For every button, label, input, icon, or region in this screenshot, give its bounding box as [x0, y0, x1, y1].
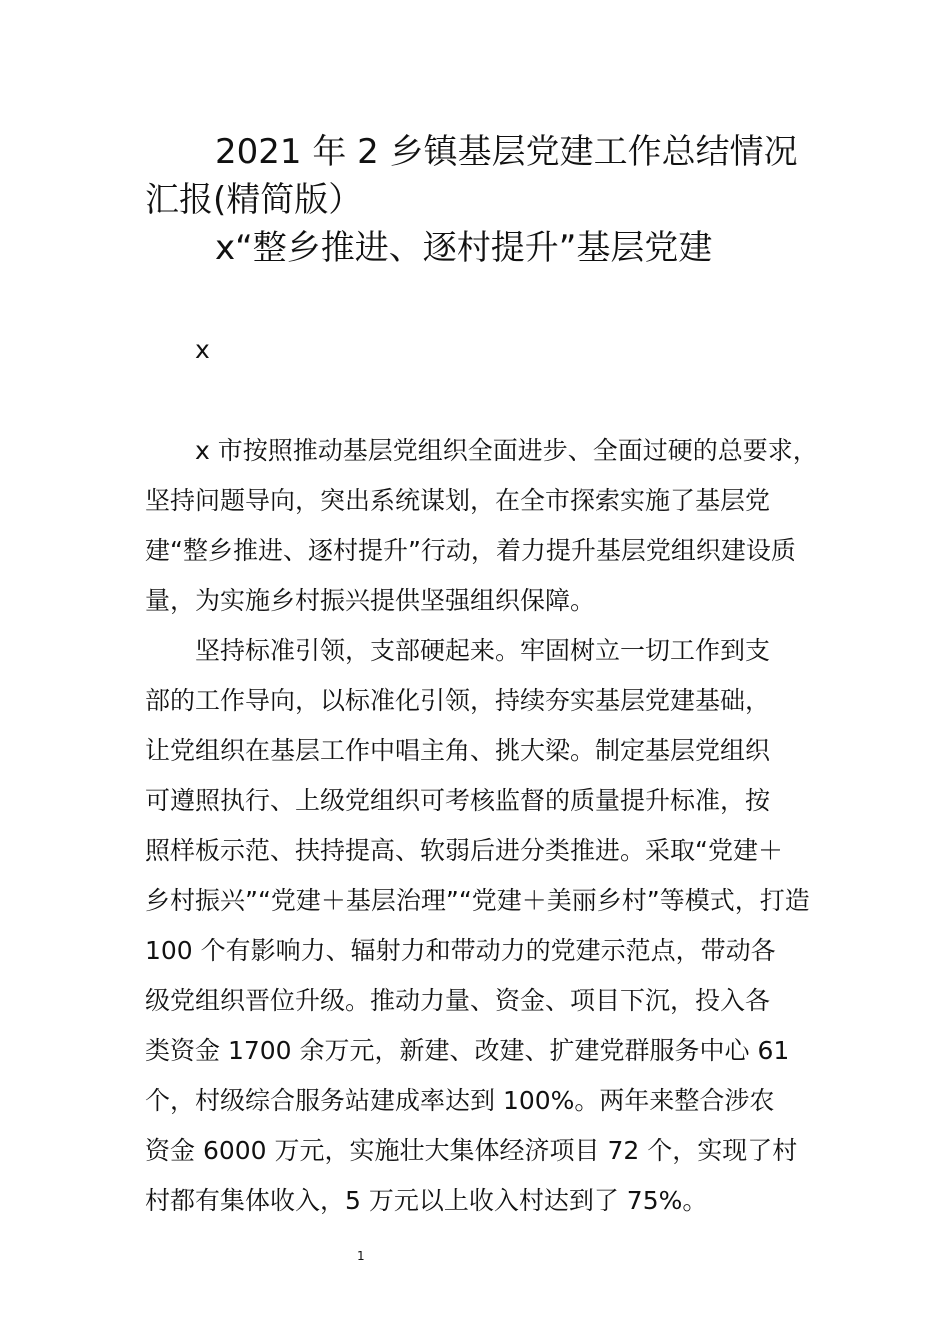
document-body	[145, 426, 825, 1226]
paragraph-line: 类资金 1700 余万元，新建、改建、扩建党群服务中心 61	[145, 1036, 790, 1065]
paragraph-line: x 市按照推动基层党组织全面进步、全面过硬的总要求，	[195, 436, 818, 465]
paragraph-line: 个，村级综合服务站建成率达到 100%。两年来整合涉农	[145, 1086, 775, 1115]
title-line-1: 2021 年 2 乡镇基层党建工作总结情况	[215, 132, 798, 172]
document-title	[145, 128, 825, 272]
page-number: 1	[357, 1249, 365, 1263]
paragraph-line: 量，为实施乡村振兴提供坚强组织保障。	[145, 586, 596, 615]
paragraph-line: 资金 6000 万元，实施壮大集体经济项目 72 个，实现了村	[145, 1136, 798, 1165]
paragraph-line: 村都有集体收入，5 万元以上收入村达到了 75%。	[145, 1186, 708, 1215]
paragraph-line: 建“整乡推进、逐村提升”行动，着力提升基层党组织建设质	[145, 536, 796, 565]
paragraph-line: 乡村振兴”“党建＋基层治理”“党建＋美丽乡村”等模式，打造	[145, 886, 810, 915]
title-line-3: x“整乡推进、逐村提升”基层党建	[215, 228, 713, 268]
paragraph-line: 照样板示范、扶持提高、软弱后进分类推进。采取“党建＋	[145, 836, 783, 865]
paragraph-line: 100 个有影响力、辐射力和带动力的党建示范点，带动各	[145, 936, 776, 965]
paragraph-line: 部的工作导向，以标准化引领，持续夯实基层党建基础，	[145, 686, 771, 715]
title-line-2: 汇报(精简版）	[145, 180, 363, 220]
paragraph-2	[145, 626, 825, 1226]
paragraph-line: 坚持问题导向，突出系统谋划，在全市探索实施了基层党	[145, 486, 771, 515]
paragraph-line: 可遵照执行、上级党组织可考核监督的质量提升标准，按	[145, 786, 771, 815]
paragraph-line: 级党组织晋位升级。推动力量、资金、项目下沉，投入各	[145, 986, 771, 1015]
paragraph-1	[145, 426, 825, 626]
author-line: x	[195, 335, 210, 364]
paragraph-line: 让党组织在基层工作中唱主角、挑大梁。制定基层党组织	[145, 736, 771, 765]
paragraph-line: 坚持标准引领，支部硬起来。牢固树立一切工作到支	[195, 636, 771, 665]
